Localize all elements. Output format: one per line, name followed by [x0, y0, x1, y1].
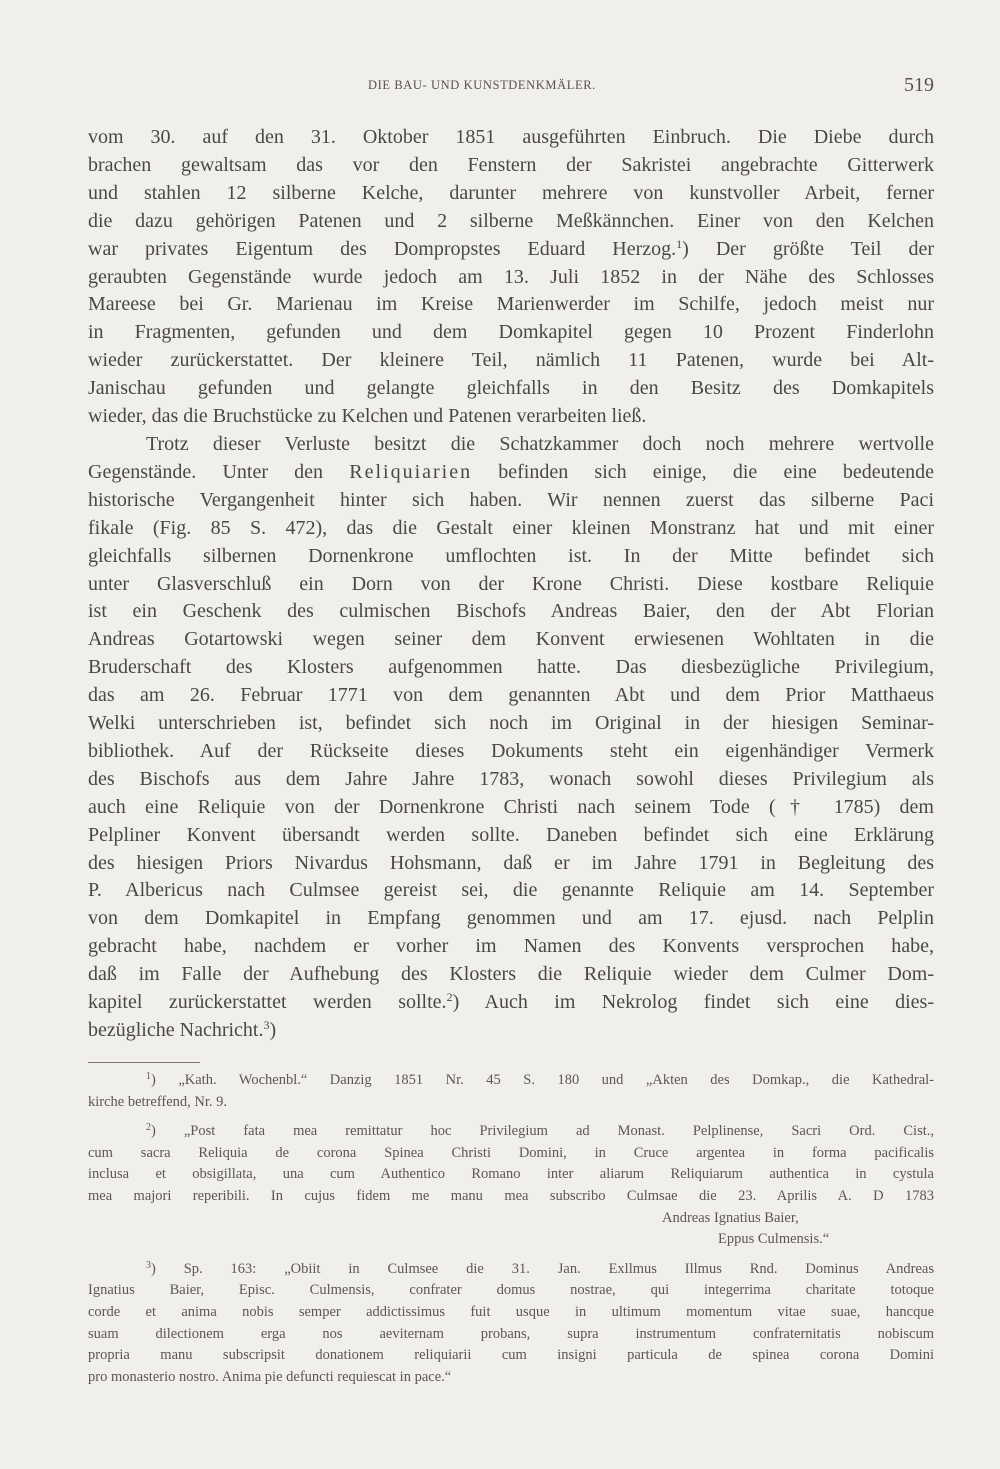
spaced-term: Reliquiarien	[349, 460, 473, 483]
text-line: Mareese bei Gr. Marienau im Kreise Marienwerder im Schilfe, jedoch meist nur	[88, 293, 934, 316]
text-fragment: war privates Eigentum des Dompropstes Eduard Herzog.	[88, 237, 677, 260]
footnote-line: propria manu subscripsit donationem reliquiarii cum insigni particula de spinea corona Domini	[88, 1347, 934, 1364]
text-line: bibliothek. Auf der Rückseite dieses Dokuments steht ein eigenhändiger Vermerk	[88, 739, 934, 762]
footnote-marker: 2	[146, 1122, 151, 1134]
running-head: DIE BAU- UND KUNSTDENKMÄLER.	[368, 78, 596, 92]
text-line: fikale (Fig. 85 S. 472), das die Gestalt einer kleinen Monstranz hat und mit einer	[88, 516, 934, 539]
footnote-3	[88, 1259, 934, 1389]
text-fragment: ) Sp. 163: „Obiit in Culmsee die 31. Jan. Exllmus Illmus Rnd. Dominus Andreas	[151, 1260, 934, 1277]
footnote-line: mea majori reperibili. In cujus fidem me manu mea subscribo Culmsae die 23. Aprilis A. D 1783	[88, 1187, 934, 1204]
signature-line: Eppus Culmensis.“	[718, 1231, 830, 1248]
footnote-line: corde et anima nobis semper addictissimus fuit usque in ultimum momentum vitae suae, hancque	[88, 1303, 934, 1320]
footnote-divider	[88, 1062, 200, 1063]
page-header	[88, 74, 934, 102]
text-line: geraubten Gegenstände wurde jedoch am 13. Juli 1852 in der Nähe des Schlosses	[88, 265, 934, 288]
text-line: brachen gewaltsam das vor den Fenstern der Sakristei angebrachte Gitterwerk	[88, 153, 934, 176]
text-fragment: Auch im Nekrolog findet sich eine dies-	[484, 991, 935, 1014]
text-line: P. Albericus nach Culmsee gereist sei, die genannte Reliquie am 14. September	[88, 879, 934, 902]
text-line: bezügliche Nachricht.$^3$)	[88, 1018, 277, 1041]
footnote-ref: 1	[676, 236, 683, 251]
text-line: des hiesigen Priors Nivardus Hohsmann, daß er im Jahre 1791 in Begleitung des	[88, 851, 934, 874]
footnote-line: inclusa et obsigillata, una cum Authentico Romano inter aliarum Reliquiarum authentica in cystula	[88, 1166, 934, 1183]
text-line	[88, 459, 934, 487]
text-line: auch eine Reliquie von der Dornenkrone Christi nach seinem Tode († 1785) dem	[88, 795, 934, 818]
footnote-marker: 3	[146, 1259, 151, 1271]
footnote-ref: 2	[446, 990, 453, 1005]
text-fragment: bezügliche Nachricht.	[88, 1019, 264, 1041]
text-line: das am 26. Februar 1771 von dem genannten Abt und dem Prior Matthaeus	[88, 684, 934, 707]
text-line: historische Vergangenheit hinter sich haben. Wir nennen zuerst das silberne Paci	[88, 488, 934, 511]
text-line: daß im Falle der Aufhebung des Klosters die Reliquie wieder dem Culmer Dom-	[88, 963, 934, 986]
footnote-2	[88, 1121, 934, 1251]
footnote-line	[88, 1259, 934, 1281]
footnote-line: Ignatius Baier, Episc. Culmensis, confrater domus nostrae, qui integerrima charitate totoque	[88, 1282, 934, 1299]
text-line: die dazu gehörigen Patenen und 2 silberne Meßkännchen. Einer von den Kelchen	[88, 209, 934, 232]
text-line: gebracht habe, nachdem er vorher im Namen des Konvents versprochen habe,	[88, 935, 934, 958]
text-line: Trotz dieser Verluste besitzt die Schatzkammer doch noch mehrere wertvolle	[146, 432, 934, 455]
footnote-line	[88, 1070, 934, 1092]
text-line: Janischau gefunden und gelangte gleichfalls in den Besitz des Domkapitels	[88, 377, 934, 400]
text-line: war privates Eigentum des Dompropstes Eduard Herzog.$^1$) Der größte Teil der	[88, 236, 934, 260]
text-line: Pelpliner Konvent übersandt werden sollte. Daneben befindet sich eine Erklärung	[88, 823, 934, 846]
footnote-marker: 1	[146, 1071, 151, 1082]
page-number: 519	[904, 74, 934, 96]
text-line: des Bischofs aus dem Jahre Jahre 1783, wonach sowohl dieses Privilegium als	[88, 767, 934, 790]
text-line: und stahlen 12 silberne Kelche, darunter mehrere von kunstvoller Arbeit, ferner	[88, 181, 934, 204]
signature-line: Andreas Ignatius Baier,	[662, 1209, 799, 1226]
text-fragment: Der größte Teil der	[715, 237, 934, 260]
footnote-line: pro monasterio nostro. Anima pie defuncti requiescat in pace.“	[88, 1368, 452, 1385]
text-fragment: kapitel zurückerstattet werden sollte.	[88, 991, 447, 1014]
main-text	[88, 124, 934, 1045]
text-line: vom 30. auf den 31. Oktober 1851 ausgeführten Einbruch. Die Diebe durch	[88, 126, 934, 148]
text-fragment: befinden sich einige, die eine bedeutende	[498, 460, 934, 483]
text-line: unter Glasverschluß ein Dorn von der Krone Christi. Diese kostbare Reliquie	[88, 572, 934, 595]
text-line: wieder zurückerstattet. Der kleinere Teil, nämlich 11 Patenen, wurde bei Alt-	[88, 349, 934, 372]
text-fragment: ) „Post fata mea remittatur hoc Privilegium ad Monast. Pelplinense, Sacri Ord. Cist.,	[151, 1123, 934, 1140]
text-line: Bruderschaft des Klosters aufgenommen hatte. Das diesbezügliche Privilegium,	[88, 656, 934, 679]
footnote-line: suam dilectionem erga nos aeviternam probans, supra instrumentum confraternitatis nobiscum	[88, 1325, 934, 1342]
footnotes	[88, 1070, 934, 1388]
text-line: in Fragmenten, gefunden und dem Domkapitel gegen 10 Prozent Finderlohn	[88, 321, 934, 344]
text-line: wieder, das die Bruchstücke zu Kelchen und Patenen verarbeiten ließ.	[88, 405, 647, 428]
text-line: gleichfalls silbernen Dornenkrone umflochten ist. In der Mitte befindet sich	[88, 544, 934, 567]
footnote-ref: 3	[263, 1018, 270, 1032]
text-line: Andreas Gotartowski wegen seiner dem Konvent erwiesenen Wohltaten in die	[88, 628, 934, 651]
footnote-1	[88, 1070, 934, 1113]
footnote-line: kirche betreffend, Nr. 9.	[88, 1093, 228, 1110]
text-fragment: Gegenstände. Unter den	[88, 460, 324, 483]
text-line: Welki unterschrieben ist, befindet sich noch im Original in der hiesigen Seminar-	[88, 712, 934, 735]
footnote-line	[88, 1121, 934, 1143]
text-line: von dem Domkapitel in Empfang genommen und am 17. ejusd. nach Pelplin	[88, 907, 934, 930]
text-line: kapitel zurückerstattet werden sollte.$^2$) Auch im Nekrolog findet sich eine dies-	[88, 990, 935, 1014]
text-fragment: ) „Kath. Wochenbl.“ Danzig 1851 Nr. 45 S. 180 und „Akten des Domkap., die Kathedral-	[151, 1072, 934, 1088]
text-line: ist ein Geschenk des culmischen Bischofs Andreas Baier, den der Abt Florian	[88, 600, 934, 623]
footnote-line: cum sacra Reliquia de corona Spinea Christi Domini, in Cruce argentea in forma pacificalis	[88, 1144, 934, 1161]
